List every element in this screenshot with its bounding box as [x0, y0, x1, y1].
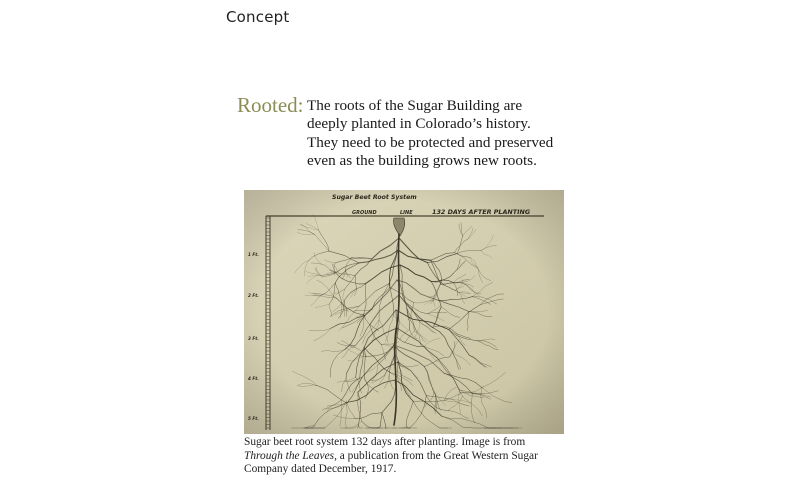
root-system-figure: [244, 190, 564, 434]
vignette-overlay: [244, 190, 564, 434]
figure-caption: [244, 436, 564, 477]
caption-publication-title: Through the Leaves: [244, 449, 335, 462]
caption-text-after: , a publication from the Great Western Sugar Company dated December, 1917.: [244, 449, 538, 476]
root-system-illustration: [244, 190, 564, 434]
intro-paragraph: The roots of the Sugar Building are deeply planted in Colorado’s history. They need to be protected and preserved even as the building grows new roots.: [307, 97, 554, 170]
lead-word: Rooted:: [237, 93, 304, 117]
caption-text-before: Sugar beet root system 132 days after planting. Image is from: [244, 436, 526, 448]
section-label: Concept: [226, 8, 290, 26]
